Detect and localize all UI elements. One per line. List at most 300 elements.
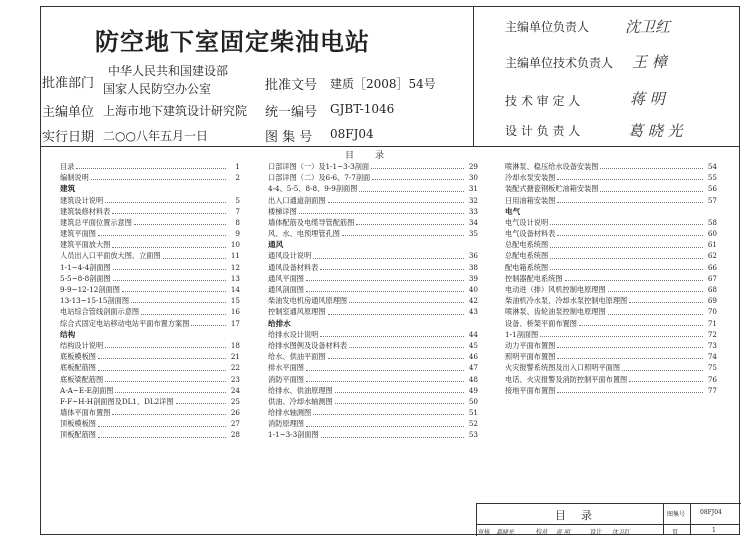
signer-signature-2: 王 樟 <box>632 53 667 71</box>
toc-leader-dots <box>550 247 703 248</box>
toc-entry-page: 52 <box>468 419 478 429</box>
toc-entry <box>505 262 717 273</box>
toc-column-1 <box>60 161 240 441</box>
toc-leader-dots <box>328 202 464 203</box>
toc-entry-label: 建筑总平面位置示意图 <box>60 217 132 227</box>
toc-entry-label: 日用油箱安装图 <box>505 195 556 205</box>
toc-leader-dots <box>98 437 226 438</box>
toc-entry-label: 1-1~4-4剖面图 <box>60 262 111 272</box>
toc-entry <box>60 228 240 239</box>
toc-entry <box>505 340 717 351</box>
toc-entry-label: 喷淋泵、齿轮油泵控制电原理图 <box>505 307 606 317</box>
atlas-title: 防空地下室固定柴油电站 <box>95 27 370 56</box>
toc-entry-label: 设备、桥架平面布置图 <box>505 318 577 328</box>
toc-leader-dots <box>122 291 226 292</box>
toc-entry-page: 21 <box>230 352 240 362</box>
toc-leader-dots <box>131 302 226 303</box>
toc-leader-dots <box>550 269 703 270</box>
toc-entry <box>60 206 240 217</box>
toc-entry-label: 消防平面图 <box>268 374 304 384</box>
toc-entry-label: 控制器配电系统图 <box>505 273 563 283</box>
title-block-divider-v1 <box>663 503 664 535</box>
toc-entry <box>268 161 478 172</box>
toc-leader-dots <box>629 302 703 303</box>
toc-leader-dots <box>328 314 464 315</box>
toc-entry-label: 5-5~8-8剖面图 <box>60 273 111 283</box>
toc-entry-page: 33 <box>468 206 478 216</box>
toc-column-2 <box>268 161 478 441</box>
toc-entry-label: 口部详图（一）及1-1~3-3剖面 <box>268 161 370 171</box>
toc-entry-page: 27 <box>230 419 240 429</box>
toc-entry-page: 54 <box>707 161 717 171</box>
toc-leader-dots <box>113 280 226 281</box>
toc-leader-dots <box>115 392 226 393</box>
toc-entry-label: 照明平面布置图 <box>505 352 556 362</box>
signer-signature-4: 葛 晓 光 <box>628 122 683 140</box>
signer-label-3: 技 术 审 定 人 <box>505 94 581 108</box>
toc-entry-page: 51 <box>468 408 478 418</box>
toc-entry-label: 装配式搪瓷钢板贮油箱安装图 <box>505 184 599 194</box>
toc-entry <box>60 262 240 273</box>
toc-leader-dots <box>349 347 464 348</box>
toc-leader-dots <box>76 168 226 169</box>
toc-entry-page: 45 <box>468 340 478 350</box>
toc-entry <box>60 306 240 317</box>
toc-entry <box>268 306 478 317</box>
toc-entry-label: 给排水设计说明 <box>268 329 319 339</box>
toc-leader-dots <box>112 247 226 248</box>
toc-entry-label: 动力平面布置图 <box>505 340 556 350</box>
toc-entry-label: 电话、火灾报警及消防控制平面布置图 <box>505 374 628 384</box>
toc-entry-label: 总配电系统图 <box>505 251 549 261</box>
toc-leader-dots <box>313 258 464 259</box>
toc-entry <box>60 295 240 306</box>
toc-entry <box>268 385 478 396</box>
toc-entry <box>268 340 478 351</box>
toc-leader-dots <box>565 280 703 281</box>
toc-leader-dots <box>372 179 464 180</box>
title-block-design-name: 沈卫红 <box>612 529 631 536</box>
title-block-divider-v2 <box>690 503 691 535</box>
toc-leader-dots <box>359 191 464 192</box>
toc-entry-label: 1-1剖面图 <box>505 329 539 339</box>
title-block <box>476 503 741 536</box>
toc-leader-dots <box>600 168 703 169</box>
toc-entry <box>268 284 478 295</box>
toc-entry-label: 给排水轴测图 <box>268 408 312 418</box>
toc-leader-dots <box>98 370 226 371</box>
toc-entry <box>268 396 478 407</box>
toc-entry-page: 50 <box>468 396 478 406</box>
toc-entry-page: 11 <box>230 251 240 261</box>
toc-leader-dots <box>579 325 703 326</box>
toc-entry-page: 75 <box>707 363 717 373</box>
toc-entry-label: 顶板配筋图 <box>60 430 96 440</box>
toc-entry-label: 控制室通风原理图 <box>268 307 326 317</box>
toc-entry-label: 建筑平面图 <box>60 229 96 239</box>
title-block-name: 目 录 <box>555 509 594 522</box>
toc-leader-dots <box>105 202 226 203</box>
toc-entry-label: 排水平面图 <box>268 363 304 373</box>
toc-entry-label: 综合式固定电站移动电站平面布置方案图 <box>60 318 190 328</box>
toc-entry-page: 28 <box>230 430 240 440</box>
title-block-page-value: 1 <box>712 527 716 534</box>
toc-leader-dots <box>622 370 703 371</box>
toc-entry-page: 48 <box>468 374 478 384</box>
toc-entry-label: 火灾报警系统图及出入口照明平面图 <box>505 363 621 373</box>
signer-label-4: 设 计 负 责 人 <box>505 124 581 138</box>
toc-entry <box>60 284 240 295</box>
toc-entry-label: 电气设计说明 <box>505 217 549 227</box>
toc-entry-page: 35 <box>468 229 478 239</box>
toc-leader-dots <box>557 202 703 203</box>
toc-section-heading <box>268 239 478 250</box>
toc-entry <box>60 340 240 351</box>
toc-entry-page: 72 <box>707 329 717 339</box>
toc-entry <box>505 306 717 317</box>
toc-entry <box>60 161 240 172</box>
toc-entry-page: 43 <box>468 307 478 317</box>
toc-entry-label: 总配电系统图 <box>505 240 549 250</box>
toc-entry <box>505 161 717 172</box>
toc-entry-label: 电动进（排）风机控制电原理图 <box>505 285 606 295</box>
toc-leader-dots <box>163 258 226 259</box>
toc-entry <box>505 228 717 239</box>
toc-leader-dots <box>557 347 703 348</box>
toc-heading: 目 录 <box>345 151 386 161</box>
toc-entry-page: 62 <box>707 251 717 261</box>
toc-entry-page: 61 <box>707 240 717 250</box>
toc-entry-page: 44 <box>468 329 478 339</box>
toc-entry-label: 柴油发电机房通风原理图 <box>268 296 348 306</box>
toc-entry-page: 55 <box>707 173 717 183</box>
toc-entry-label: 风、水、电预埋管孔图 <box>268 229 340 239</box>
toc-entry-label: 配电箱系统图 <box>505 262 549 272</box>
approval-doc-label: 批准文号 <box>265 78 318 93</box>
toc-leader-dots <box>98 358 226 359</box>
toc-entry-label: 消防原理图 <box>268 419 304 429</box>
toc-entry-label: 结构设计说明 <box>60 340 104 350</box>
toc-leader-dots <box>306 426 464 427</box>
toc-leader-dots <box>98 235 226 236</box>
toc-leader-dots <box>191 325 226 326</box>
toc-leader-dots <box>306 370 464 371</box>
toc-entry-page: 70 <box>707 307 717 317</box>
toc-entry <box>60 351 240 362</box>
toc-entry-page: 39 <box>468 273 478 283</box>
toc-entry-label: 电站综合管线剖面示意图 <box>60 307 140 317</box>
toc-entry <box>505 318 717 329</box>
title-block-atlas-label: 图集号 <box>667 511 686 518</box>
toc-entry <box>60 195 240 206</box>
toc-entry-page: 8 <box>235 217 240 227</box>
toc-entry <box>268 295 478 306</box>
toc-leader-dots <box>328 358 464 359</box>
toc-entry-label: 口部详图（二）及6-6、7-7剖面 <box>268 173 371 183</box>
toc-entry <box>60 385 240 396</box>
toc-entry-label: 9-9~12-12剖面图 <box>60 285 120 295</box>
toc-entry <box>505 362 717 373</box>
toc-entry-label: 4-4、5-5、8-8、9-9剖面图 <box>268 184 358 194</box>
toc-entry-label: 供油、冷却水轴测图 <box>268 396 333 406</box>
toc-leader-dots <box>313 414 464 415</box>
toc-entry-page: 34 <box>468 217 478 227</box>
title-block-review-label: 审核 <box>478 529 491 536</box>
toc-leader-dots <box>112 414 226 415</box>
toc-entry-label: 编制说明 <box>60 173 89 183</box>
toc-entry-label: 墙体平面布置图 <box>60 408 111 418</box>
toc-entry-page: 76 <box>707 374 717 384</box>
toc-entry <box>505 195 717 206</box>
title-block-page-label: 页 <box>672 529 679 536</box>
toc-leader-dots <box>371 168 464 169</box>
toc-entry-page: 32 <box>468 195 478 205</box>
toc-entry-label: 目录 <box>60 161 75 171</box>
title-block-review-name: 葛晓光 <box>496 529 515 536</box>
toc-entry-page: 69 <box>707 296 717 306</box>
toc-entry-page: 5 <box>235 195 240 205</box>
toc-column-3 <box>505 161 717 396</box>
toc-entry <box>268 228 478 239</box>
toc-entry-page: 73 <box>707 340 717 350</box>
effective-date-label: 实行日期 <box>42 130 95 145</box>
toc-entry-page: 22 <box>230 363 240 373</box>
toc-leader-dots <box>335 403 464 404</box>
toc-entry <box>505 351 717 362</box>
toc-leader-dots <box>335 392 464 393</box>
toc-entry-page: 10 <box>230 240 240 250</box>
toc-entry-page: 18 <box>230 340 240 350</box>
toc-entry-label: 底板配筋图 <box>60 363 96 373</box>
toc-entry-label: 建筑设计说明 <box>60 195 104 205</box>
toc-entry <box>505 183 717 194</box>
toc-leader-dots <box>356 224 464 225</box>
toc-leader-dots <box>349 302 464 303</box>
toc-entry-label: 结构 <box>60 329 76 339</box>
toc-leader-dots <box>342 235 464 236</box>
toc-leader-dots <box>321 437 464 438</box>
toc-leader-dots <box>98 426 226 427</box>
toc-entry-page: 2 <box>235 173 240 183</box>
toc-leader-dots <box>320 336 464 337</box>
toc-entry-page: 68 <box>707 285 717 295</box>
toc-entry-label: 冷却水泵安装图 <box>505 173 556 183</box>
toc-entry <box>268 329 478 340</box>
toc-entry-label: 给水、供油平面图 <box>268 352 326 362</box>
toc-entry <box>505 239 717 250</box>
toc-entry-label: 墙体配筋及电缆导管配筋图 <box>268 217 355 227</box>
toc-entry <box>505 172 717 183</box>
toc-entry-label: 通风平面图 <box>268 273 304 283</box>
toc-leader-dots <box>306 291 464 292</box>
toc-entry <box>60 362 240 373</box>
approval-dept-line2: 国家人民防空办公室 <box>103 82 212 96</box>
toc-leader-dots <box>557 235 703 236</box>
unified-no-label: 统一编号 <box>265 105 318 120</box>
toc-entry-page: 16 <box>230 307 240 317</box>
toc-entry <box>60 318 240 329</box>
toc-leader-dots <box>608 291 703 292</box>
toc-entry-page: 25 <box>230 396 240 406</box>
toc-section-heading <box>505 206 717 217</box>
toc-entry <box>60 239 240 250</box>
toc-entry-label: 1-1~3-3剖面图 <box>268 430 319 440</box>
toc-entry-page: 38 <box>468 262 478 272</box>
toc-leader-dots <box>306 280 464 281</box>
signer-signature-1: 沈卫红 <box>625 18 671 36</box>
toc-leader-dots <box>134 224 226 225</box>
title-block-divider <box>476 524 740 525</box>
approval-doc-value: 建质［2008］54号 <box>330 77 436 91</box>
toc-entry-label: 建筑平面放大图 <box>60 240 111 250</box>
toc-leader-dots <box>550 224 703 225</box>
signer-label-1: 主编单位负责人 <box>505 20 590 34</box>
toc-entry-page: 1 <box>235 161 240 171</box>
toc-entry-page: 56 <box>707 184 717 194</box>
toc-entry-label: 柴油机冷水泵、冷却水泵控制电原理图 <box>505 296 628 306</box>
toc-entry-page: 58 <box>707 217 717 227</box>
toc-entry-page: 66 <box>707 262 717 272</box>
toc-entry-label: 底板梁配筋图 <box>60 374 104 384</box>
toc-entry-page: 67 <box>707 273 717 283</box>
toc-entry-page: 26 <box>230 408 240 418</box>
toc-leader-dots <box>141 314 226 315</box>
toc-leader-dots <box>600 191 703 192</box>
toc-entry-page: 24 <box>230 385 240 395</box>
toc-entry-label: 给排水 <box>268 318 291 328</box>
toc-entry <box>60 374 240 385</box>
toc-entry-label: 出入口通道剖面图 <box>268 195 326 205</box>
toc-entry <box>268 374 478 385</box>
toc-entry <box>268 195 478 206</box>
effective-date-value: 二○○八年五月一日 <box>103 129 208 143</box>
toc-entry-page: 60 <box>707 229 717 239</box>
approval-dept-label: 批准部门 <box>42 76 95 91</box>
toc-entry <box>60 407 240 418</box>
toc-leader-dots <box>557 358 703 359</box>
toc-section-heading <box>60 183 240 194</box>
toc-entry-label: 通风设计说明 <box>268 251 312 261</box>
toc-entry <box>268 262 478 273</box>
editor-unit-label: 主编单位 <box>42 105 95 120</box>
toc-entry-label: F-F~H-H剖面图及DL1、DL2详图 <box>60 396 174 406</box>
header-divider-vertical <box>473 6 474 146</box>
toc-entry <box>505 251 717 262</box>
toc-section-heading <box>268 318 478 329</box>
toc-entry-page: 77 <box>707 385 717 395</box>
toc-entry-label: A-A~E-E剖面图 <box>60 385 114 395</box>
toc-leader-dots <box>550 258 703 259</box>
toc-entry-page: 15 <box>230 296 240 306</box>
toc-entry-label: 13-13~15-15剖面图 <box>60 296 130 306</box>
toc-entry <box>505 295 717 306</box>
toc-entry-label: 建筑装修材料表 <box>60 206 111 216</box>
toc-entry-label: 电气 <box>505 206 521 216</box>
toc-entry <box>60 418 240 429</box>
toc-leader-dots <box>105 347 226 348</box>
toc-leader-dots <box>540 336 703 337</box>
toc-entry-page: 40 <box>468 285 478 295</box>
toc-entry-label: 底板模板图 <box>60 352 96 362</box>
toc-entry-label: 给排水图例及设备材料表 <box>268 340 348 350</box>
toc-entry <box>505 374 717 385</box>
unified-no-value: GJBT-1046 <box>330 102 395 116</box>
toc-entry-page: 7 <box>235 206 240 216</box>
toc-entry-page: 71 <box>707 318 717 328</box>
toc-leader-dots <box>557 392 703 393</box>
toc-entry <box>268 351 478 362</box>
toc-entry-page: 53 <box>468 430 478 440</box>
toc-leader-dots <box>306 381 464 382</box>
toc-entry-label: 楼梯详图 <box>268 206 297 216</box>
signer-signature-3: 蒋 明 <box>630 90 665 108</box>
toc-leader-dots <box>629 381 703 382</box>
toc-entry-page: 42 <box>468 296 478 306</box>
toc-entry-label: 喷淋泵、稳压给水设备安装图 <box>505 161 599 171</box>
toc-leader-dots <box>91 179 226 180</box>
toc-leader-dots <box>105 381 226 382</box>
toc-leader-dots <box>176 403 226 404</box>
toc-entry-label: 接地平面布置图 <box>505 385 556 395</box>
toc-leader-dots <box>112 213 226 214</box>
toc-entry <box>60 396 240 407</box>
toc-entry <box>268 430 478 441</box>
toc-entry-page: 46 <box>468 352 478 362</box>
toc-entry <box>60 217 240 228</box>
toc-entry <box>60 251 240 262</box>
toc-entry-page: 9 <box>235 229 240 239</box>
toc-entry <box>60 430 240 441</box>
toc-entry-page: 74 <box>707 352 717 362</box>
toc-entry-page: 30 <box>468 173 478 183</box>
atlas-no-label: 图 集 号 <box>265 130 313 145</box>
toc-entry <box>268 418 478 429</box>
toc-entry <box>505 284 717 295</box>
toc-entry <box>268 206 478 217</box>
toc-leader-dots <box>113 269 226 270</box>
toc-entry-label: 给排水、供油原理图 <box>268 385 333 395</box>
toc-entry-page: 13 <box>230 273 240 283</box>
toc-entry-page: 36 <box>468 251 478 261</box>
toc-leader-dots <box>608 314 703 315</box>
toc-entry-label: 通风设备材料表 <box>268 262 319 272</box>
atlas-no-value: 08FJ04 <box>330 127 374 141</box>
toc-entry <box>505 217 717 228</box>
toc-leader-dots <box>557 179 703 180</box>
toc-entry <box>268 172 478 183</box>
toc-entry-label: 人员出入口平面放大图、立面图 <box>60 251 161 261</box>
toc-entry-page: 14 <box>230 285 240 295</box>
toc-entry-label: 电气设备材料表 <box>505 229 556 239</box>
editor-unit-value: 上海市地下建筑设计研究院 <box>103 104 248 118</box>
approval-dept-line1: 中华人民共和国建设部 <box>108 64 229 78</box>
toc-entry-page: 47 <box>468 363 478 373</box>
toc-entry-page: 23 <box>230 374 240 384</box>
title-block-check-name: 蒋 明 <box>556 529 570 536</box>
toc-entry <box>268 362 478 373</box>
title-block-atlas-value: 08FJ04 <box>700 509 722 516</box>
toc-entry <box>60 273 240 284</box>
toc-entry-page: 29 <box>468 161 478 171</box>
header-divider-horizontal <box>40 146 740 147</box>
title-block-design-label: 设计 <box>590 529 603 536</box>
toc-entry <box>505 329 717 340</box>
toc-entry-page: 31 <box>468 184 478 194</box>
title-block-check-label: 校对 <box>536 529 549 536</box>
toc-entry-label: 通风剖面图 <box>268 285 304 295</box>
toc-entry <box>268 183 478 194</box>
toc-entry-page: 17 <box>230 318 240 328</box>
